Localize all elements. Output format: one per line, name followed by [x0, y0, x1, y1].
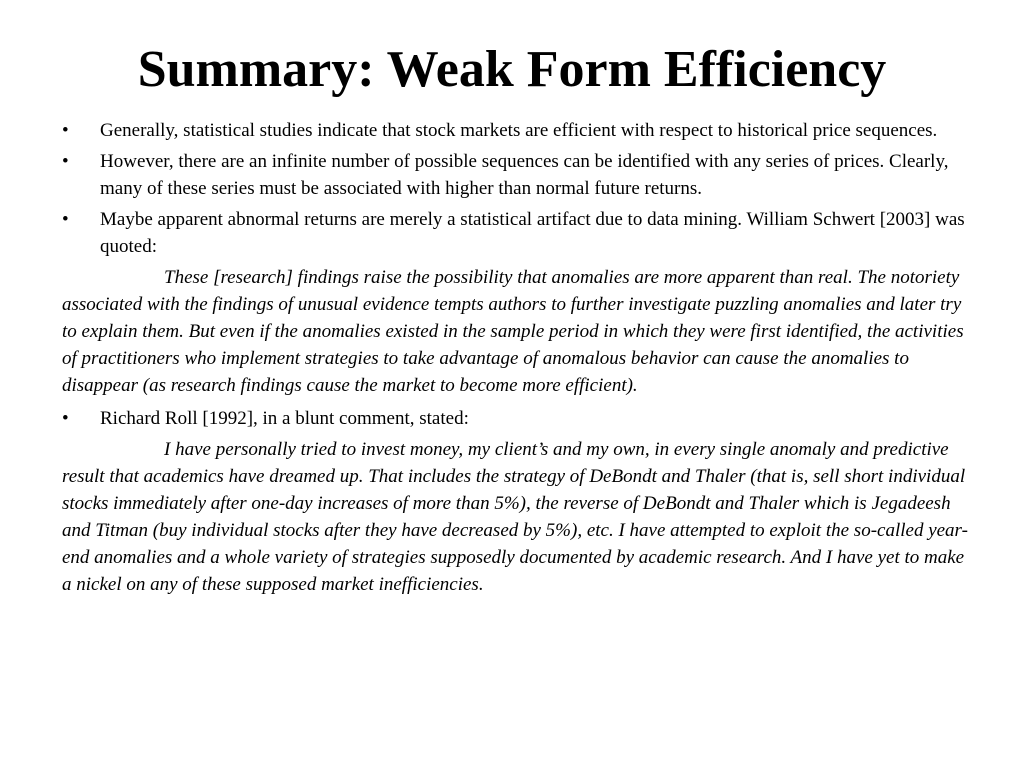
- roll-quote: I have personally tried to invest money, my client’s and my own, in every single anomaly and predictive result that academics have dreamed up. That includes the strategy of DeBondt and Thaler (that is, sell short individual stocks immediately after one-day increases of more than 5%), the reverse of DeBondt and Thaler which is Jegadeesh and Titman (buy individual stocks after they have decreased by 5%), etc. I have attempted to exploit the so-called year-end anomalies and a whole variety of strategies supposedly documented by academic research. And I have yet to make a nickel on any of these supposed market inefficiencies.: [62, 439, 968, 595]
- bullet-item-3: [62, 206, 972, 260]
- bullet-icon: •: [62, 408, 69, 429]
- slide-title: Summary: Weak Form Efficiency: [137, 41, 887, 98]
- bullet-text: Richard Roll [1992], in a blunt comment, stated:: [100, 408, 469, 429]
- slide-body: [62, 117, 972, 604]
- bullet-item-1: [62, 117, 972, 144]
- bullet-icon: •: [62, 151, 69, 172]
- schwert-quote: These [research] findings raise the possibility that anomalies are more apparent than real. The notoriety associated with the findings of unusual evidence tempts authors to further investigate puzzling anomalies and later try to explain them. But even if the anomalies existed in the sample period in which they were first identified, the activities of practitioners who implement strategies to take advantage of anomalous behavior can cause the anomalies to disappear (as research findings cause the market to become more efficient).: [62, 267, 964, 396]
- bullet-icon: •: [62, 120, 69, 141]
- bullet-text: Generally, statistical studies indicate that stock markets are efficient with respect to historical price sequences.: [100, 120, 938, 141]
- bullet-text: Maybe apparent abnormal returns are merely a statistical artifact due to data mining. William Schwert [2003] was quoted:: [100, 209, 965, 257]
- bullet-item-4: [62, 405, 972, 432]
- bullet-text: However, there are an infinite number of possible sequences can be identified with any series of prices. Clearly, many of these series must be associated with higher than normal future returns.: [100, 151, 949, 199]
- bullet-icon: •: [62, 209, 69, 230]
- bullet-item-2: [62, 148, 972, 202]
